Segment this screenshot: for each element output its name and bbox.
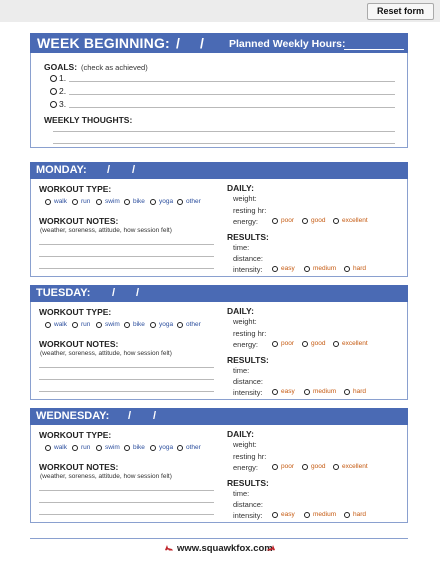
energy-option: good [311, 340, 326, 347]
date-slash: / [132, 164, 136, 176]
workout-type-radio[interactable] [96, 445, 102, 451]
intensity-option: hard [353, 388, 367, 395]
daily-label: DAILY: [227, 429, 254, 439]
day-name: TUESDAY: [36, 287, 91, 299]
high-heel-shoe-icon [164, 542, 174, 552]
energy-radio[interactable] [302, 341, 308, 347]
notes-line[interactable] [39, 391, 214, 392]
day-name: WEDNESDAY: [36, 410, 110, 422]
notes-line[interactable] [39, 379, 214, 380]
energy-label: energy: [233, 463, 259, 472]
energy-option: excellent [342, 463, 368, 470]
workout-type-radio[interactable] [72, 322, 78, 328]
workout-type-option: bike [133, 444, 145, 451]
date-slash: / [153, 410, 157, 422]
energy-radio[interactable] [272, 341, 278, 347]
thoughts-line[interactable] [53, 131, 395, 132]
workout-notes-hint: (weather, soreness, attitude, how session felt) [40, 473, 172, 480]
workout-type-option: yoga [159, 321, 174, 328]
goal-checkbox[interactable] [50, 75, 57, 82]
workout-type-label: WORKOUT TYPE: [39, 307, 112, 317]
intensity-option: medium [313, 265, 337, 272]
workout-type-option: yoga [159, 198, 174, 205]
date-slash: / [128, 410, 132, 422]
time-label: time: [233, 243, 250, 252]
workout-notes-label: WORKOUT NOTES: [39, 462, 119, 472]
workout-notes-hint: (weather, soreness, attitude, how session felt) [40, 227, 172, 234]
workout-type-radio[interactable] [72, 445, 78, 451]
workout-type-radio[interactable] [96, 199, 102, 205]
goal-number: 3. [59, 99, 67, 109]
results-label: RESULTS: [227, 232, 269, 242]
workout-type-option: run [81, 198, 91, 205]
goal-number: 1. [59, 73, 67, 83]
workout-type-radio[interactable] [150, 322, 156, 328]
intensity-radio[interactable] [272, 512, 278, 518]
distance-label: distance: [233, 254, 264, 263]
top-toolbar [0, 0, 440, 22]
workout-type-option: walk [54, 321, 68, 328]
goals-label: GOALS: [44, 62, 78, 72]
workout-type-option: other [186, 444, 201, 451]
wednesday-header [30, 408, 408, 425]
energy-option: poor [281, 463, 295, 470]
intensity-radio[interactable] [304, 512, 310, 518]
reset-form-button[interactable]: Reset form [367, 3, 434, 20]
week-title: WEEK BEGINNING: [37, 35, 170, 51]
date-slash: / [136, 287, 140, 299]
intensity-radio[interactable] [344, 266, 350, 272]
footer-url: www.squawkfox.com [177, 543, 273, 554]
time-label: time: [233, 489, 250, 498]
notes-line[interactable] [39, 490, 214, 491]
intensity-label: intensity: [233, 511, 263, 520]
workout-type-radio[interactable] [45, 445, 51, 451]
day-name: MONDAY: [36, 164, 87, 176]
workout-type-option: other [186, 321, 201, 328]
workout-type-option: bike [133, 321, 145, 328]
energy-option: poor [281, 340, 295, 347]
workout-type-option: walk [54, 198, 68, 205]
energy-radio[interactable] [302, 218, 308, 224]
distance-label: distance: [233, 377, 264, 386]
tuesday-header [30, 285, 408, 302]
workout-type-option: walk [54, 444, 68, 451]
intensity-option: medium [313, 511, 337, 518]
workout-type-option: swim [105, 444, 120, 451]
intensity-option: hard [353, 511, 367, 518]
workout-notes-label: WORKOUT NOTES: [39, 216, 119, 226]
results-label: RESULTS: [227, 478, 269, 488]
notes-line[interactable] [39, 514, 214, 515]
notes-line[interactable] [39, 268, 214, 269]
goal-line[interactable] [69, 107, 395, 108]
energy-option: poor [281, 217, 295, 224]
weekly-thoughts-label: WEEKLY THOUGHTS: [44, 115, 133, 125]
intensity-option: easy [281, 388, 295, 395]
workout-notes-hint: (weather, soreness, attitude, how session felt) [40, 350, 172, 357]
energy-radio[interactable] [272, 218, 278, 224]
planned-hours-label: Planned Weekly Hours: [229, 38, 346, 50]
date-slash: / [176, 35, 180, 51]
weight-label: weight: [233, 440, 257, 449]
intensity-option: easy [281, 265, 295, 272]
date-slash: / [112, 287, 116, 299]
intensity-option: easy [281, 511, 295, 518]
workout-type-radio[interactable] [177, 445, 183, 451]
week-header [30, 33, 408, 53]
date-slash: / [200, 35, 204, 51]
workout-type-radio[interactable] [150, 199, 156, 205]
goals-hint: (check as achieved) [81, 63, 148, 72]
workout-type-radio[interactable] [45, 199, 51, 205]
tuesday-section [30, 302, 408, 400]
resting-hr-label: resting hr: [233, 206, 267, 215]
distance-label: distance: [233, 500, 264, 509]
workout-type-label: WORKOUT TYPE: [39, 184, 112, 194]
intensity-radio[interactable] [344, 389, 350, 395]
time-label: time: [233, 366, 250, 375]
footer-divider [30, 538, 408, 539]
energy-label: energy: [233, 340, 259, 349]
energy-option: excellent [342, 217, 368, 224]
workout-type-radio[interactable] [177, 199, 183, 205]
goal-line[interactable] [69, 81, 395, 82]
thoughts-line[interactable] [53, 143, 395, 144]
date-slash: / [107, 164, 111, 176]
weight-label: weight: [233, 317, 257, 326]
energy-radio[interactable] [333, 218, 339, 224]
high-heel-shoe-icon [266, 542, 276, 552]
energy-radio[interactable] [333, 464, 339, 470]
wednesday-section [30, 425, 408, 523]
intensity-radio[interactable] [304, 389, 310, 395]
monday-section [30, 179, 408, 277]
workout-type-option: bike [133, 198, 145, 205]
energy-radio[interactable] [272, 464, 278, 470]
intensity-radio[interactable] [272, 266, 278, 272]
notes-line[interactable] [39, 244, 214, 245]
weight-label: weight: [233, 194, 257, 203]
resting-hr-label: resting hr: [233, 452, 267, 461]
goal-line[interactable] [69, 94, 395, 95]
intensity-label: intensity: [233, 388, 263, 397]
goal-number: 2. [59, 86, 67, 96]
energy-radio[interactable] [333, 341, 339, 347]
notes-line[interactable] [39, 367, 214, 368]
notes-line[interactable] [39, 256, 214, 257]
workout-type-option: yoga [159, 444, 174, 451]
workout-type-option: other [186, 198, 201, 205]
intensity-label: intensity: [233, 265, 263, 274]
results-label: RESULTS: [227, 355, 269, 365]
workout-type-option: swim [105, 198, 120, 205]
monday-header [30, 162, 408, 179]
energy-label: energy: [233, 217, 259, 226]
workout-type-radio[interactable] [96, 322, 102, 328]
intensity-radio[interactable] [272, 389, 278, 395]
workout-notes-label: WORKOUT NOTES: [39, 339, 119, 349]
energy-option: good [311, 217, 326, 224]
energy-option: excellent [342, 340, 368, 347]
resting-hr-label: resting hr: [233, 329, 267, 338]
workout-type-radio[interactable] [124, 445, 130, 451]
goal-checkbox[interactable] [50, 101, 57, 108]
intensity-option: hard [353, 265, 367, 272]
workout-type-radio[interactable] [177, 322, 183, 328]
daily-label: DAILY: [227, 183, 254, 193]
workout-type-option: run [81, 444, 91, 451]
workout-type-radio[interactable] [124, 199, 130, 205]
workout-type-radio[interactable] [124, 322, 130, 328]
workout-type-option: run [81, 321, 91, 328]
intensity-radio[interactable] [304, 266, 310, 272]
planned-hours-field[interactable] [344, 49, 404, 50]
week-section [30, 53, 408, 148]
energy-option: good [311, 463, 326, 470]
intensity-radio[interactable] [344, 512, 350, 518]
energy-radio[interactable] [302, 464, 308, 470]
workout-type-radio[interactable] [72, 199, 78, 205]
workout-type-radio[interactable] [150, 445, 156, 451]
notes-line[interactable] [39, 502, 214, 503]
intensity-option: medium [313, 388, 337, 395]
daily-label: DAILY: [227, 306, 254, 316]
workout-type-radio[interactable] [45, 322, 51, 328]
workout-type-option: swim [105, 321, 120, 328]
workout-type-label: WORKOUT TYPE: [39, 430, 112, 440]
goal-checkbox[interactable] [50, 88, 57, 95]
